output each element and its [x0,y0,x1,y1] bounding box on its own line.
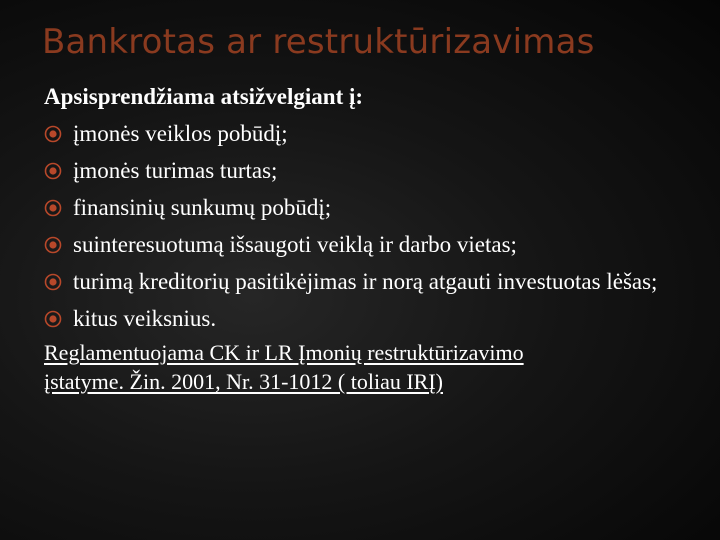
list-item [44,154,684,187]
list-item [44,228,684,261]
circled-dot-bullet-icon [44,310,62,328]
legal-reference-line-1: Reglamentuojama CK ir LR Įmonių restruktūrizavimo [44,340,524,365]
list-item-text: įmonės veiklos pobūdį; [73,121,288,146]
list-item-text: turimą kreditorių pasitikėjimas ir norą atgauti investuotas lėšas; [73,269,658,294]
circled-dot-bullet-icon [44,199,62,217]
list-item-text: įmonės turimas turtas; [73,158,278,183]
slide-title: Bankrotas ar restruktūrizavimas [42,22,595,62]
content-heading: Apsisprendžiama atsižvelgiant į: [44,84,364,109]
legal-reference-line-2: įstatyme. Žin. 2001, Nr. 31-1012 ( toliau IRĮ) [44,369,443,394]
list-item-text: finansinių sunkumų pobūdį; [73,195,332,220]
circled-dot-bullet-icon [44,162,62,180]
circled-dot-bullet-icon [44,125,62,143]
list-item [44,191,684,224]
bullet-list [44,117,684,335]
circled-dot-bullet-icon [44,273,62,291]
list-item-text: kitus veiksnius. [73,306,217,331]
slide-content [44,80,684,396]
legal-reference [44,338,684,396]
list-item [44,302,684,335]
list-item [44,117,684,150]
list-item [44,265,684,298]
list-item-text: suinteresuotumą išsaugoti veiklą ir darbo vietas; [73,232,517,257]
circled-dot-bullet-icon [44,236,62,254]
